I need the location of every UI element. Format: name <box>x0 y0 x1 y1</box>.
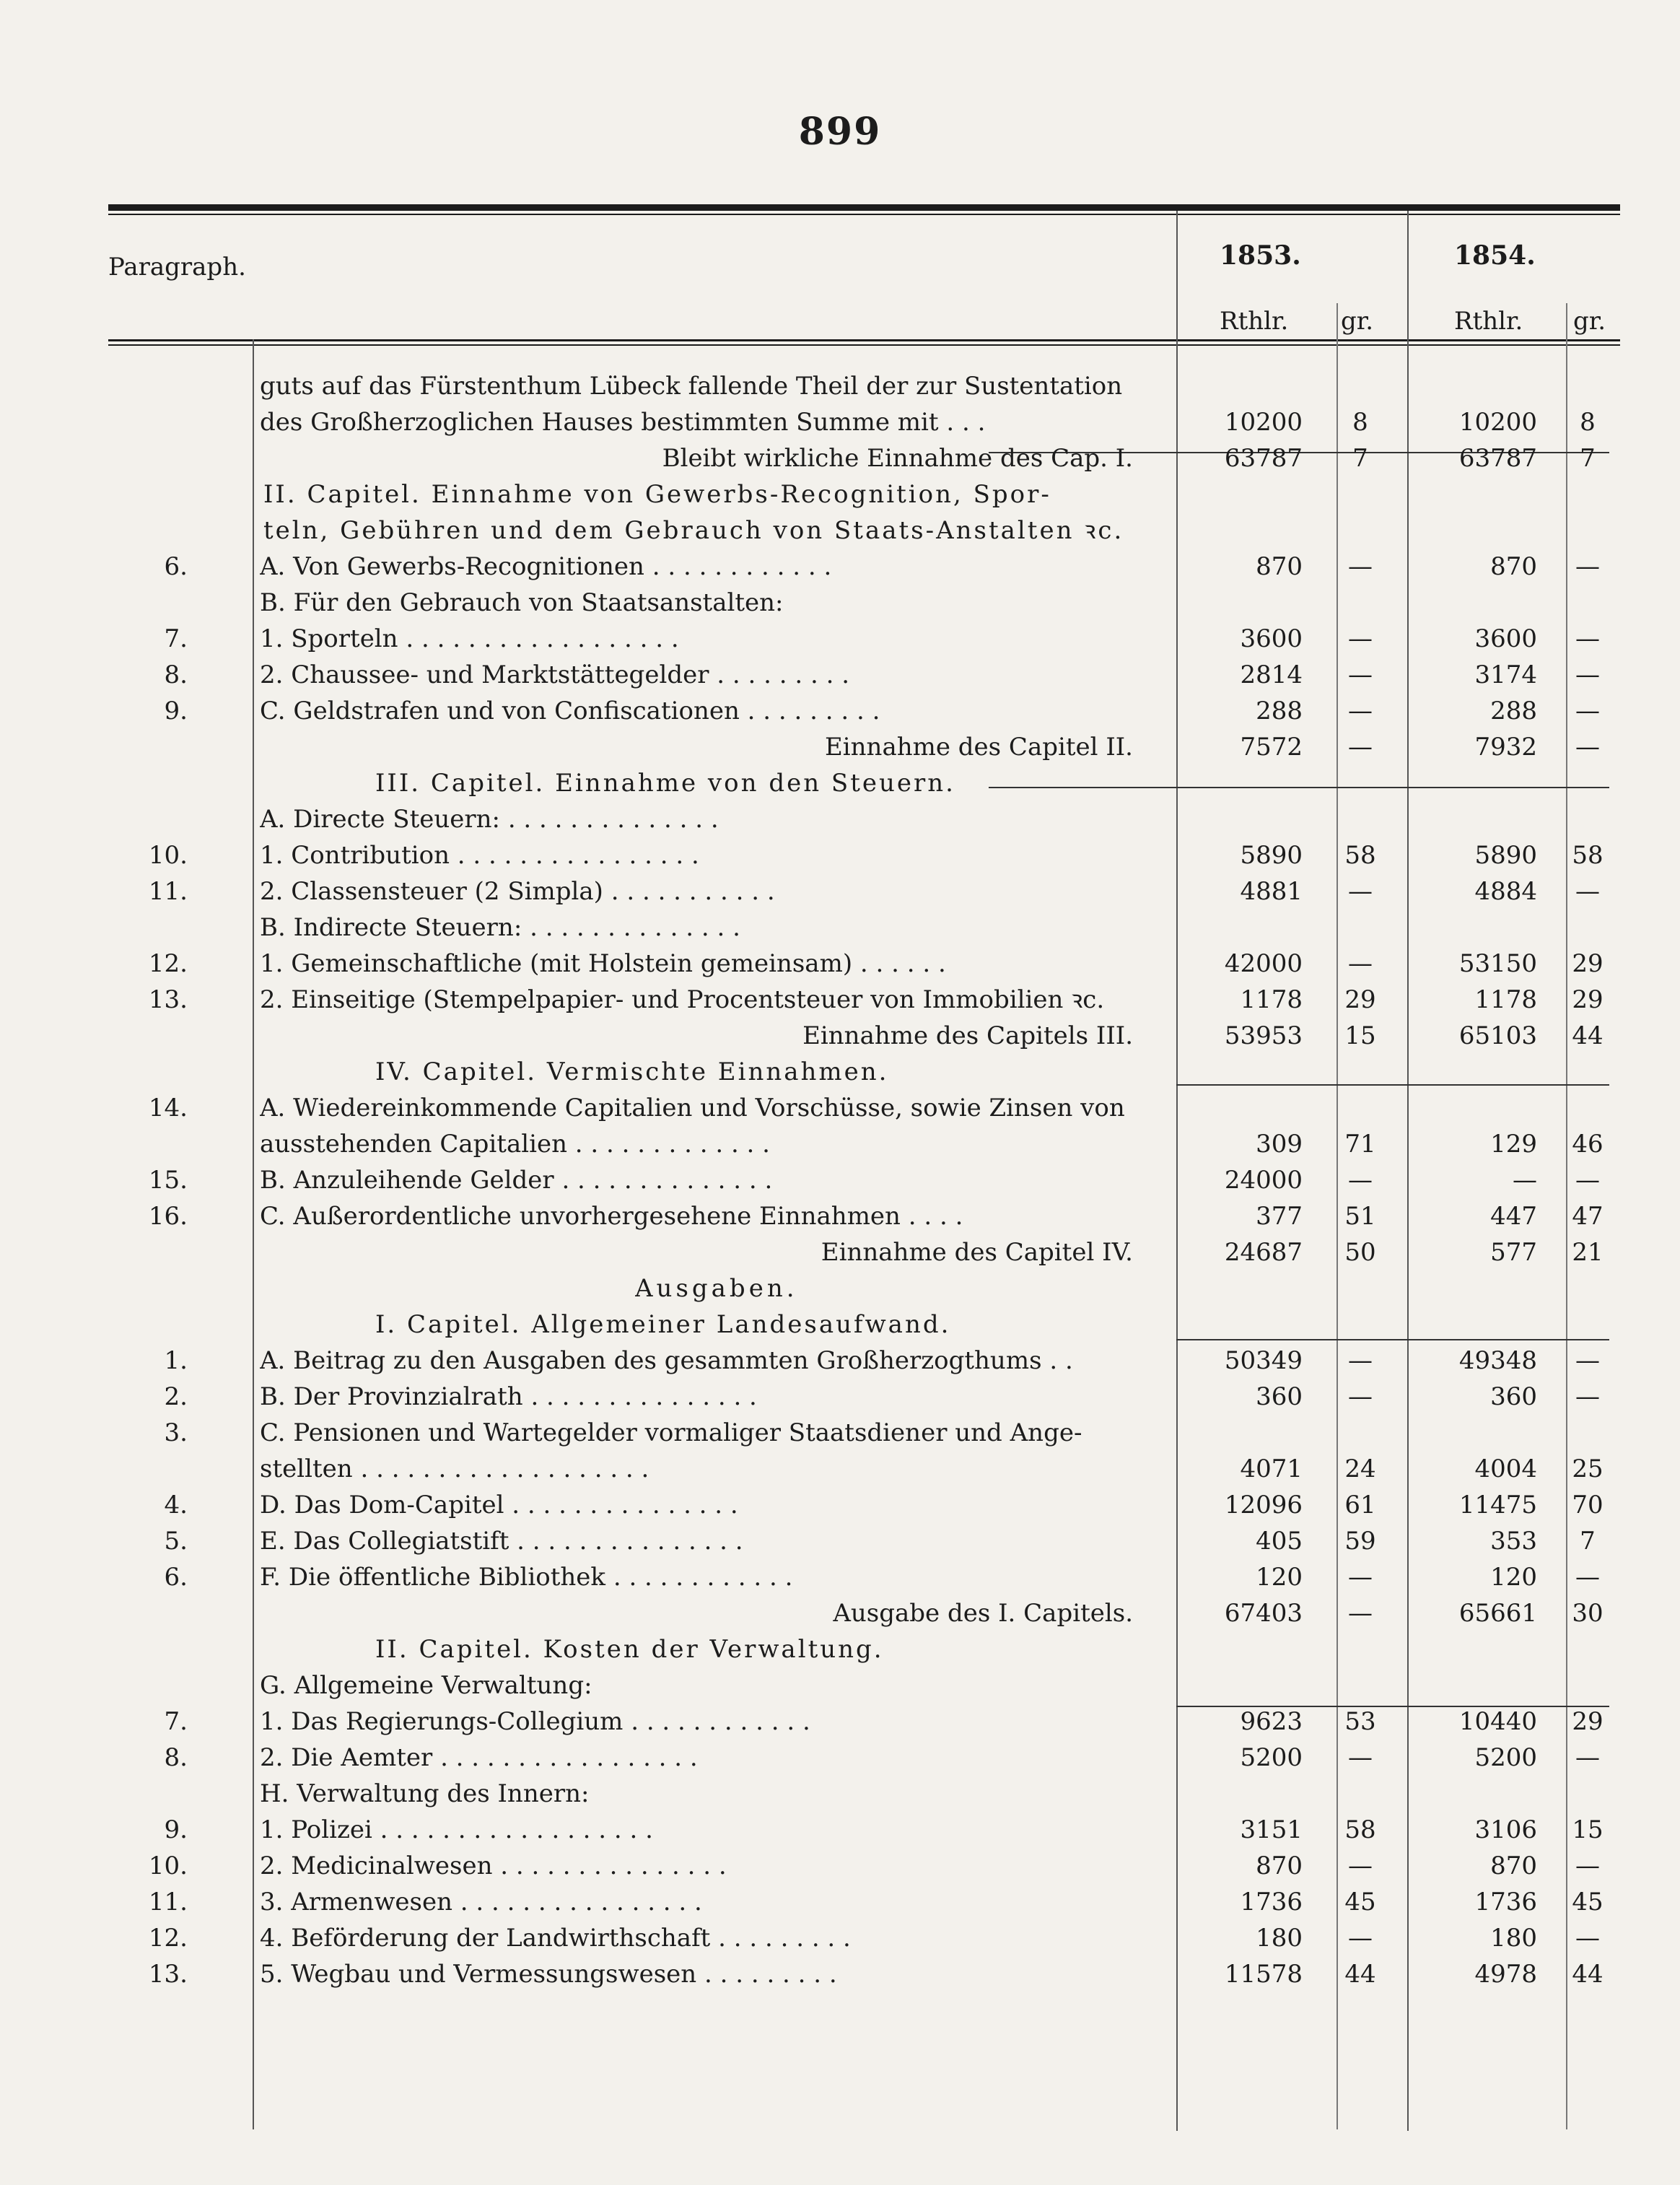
table-row <box>0 1920 1680 1956</box>
gr-1853: — <box>1348 1563 1373 1592</box>
rthlr-1854: 447 <box>1490 1202 1537 1231</box>
paragraph-number: 15. <box>148 1166 188 1195</box>
gr-1854: 46 <box>1572 1130 1604 1159</box>
row-text: C. Pensionen und Wartegelder vormaliger Staatsdiener und Ange- <box>260 1418 1082 1447</box>
table-row <box>0 1270 1680 1307</box>
rthlr-1853: 67403 <box>1224 1599 1303 1628</box>
rthlr-1853: 180 <box>1256 1924 1303 1953</box>
gr-1853: 58 <box>1344 841 1376 870</box>
rthlr-1854: 63787 <box>1458 444 1537 473</box>
gr-1853: 61 <box>1344 1491 1376 1519</box>
gr-1854: — <box>1575 877 1600 906</box>
header-top-rule <box>108 204 1620 211</box>
table-row <box>0 1812 1680 1848</box>
rthlr-1853: 1736 <box>1240 1888 1303 1916</box>
rthlr-1854: 3600 <box>1474 624 1537 653</box>
gr-1853: 58 <box>1344 1815 1376 1844</box>
table-row <box>0 910 1680 946</box>
gr-1854: 70 <box>1572 1491 1604 1519</box>
paragraph-number: 6. <box>164 1563 188 1592</box>
rthlr-1854: 4004 <box>1474 1455 1537 1483</box>
table-row <box>0 585 1680 621</box>
row-text: C. Außerordentliche unvorhergesehene Einnahmen . . . . <box>260 1202 963 1231</box>
rthlr-1854: 120 <box>1490 1563 1537 1592</box>
gr-1853: 44 <box>1344 1960 1376 1989</box>
rthlr-1854: 4884 <box>1474 877 1537 906</box>
table-row <box>0 1631 1680 1667</box>
rthlr-1853: 1178 <box>1240 985 1303 1014</box>
row-text: H. Verwaltung des Innern: <box>260 1779 590 1808</box>
gr-1854: 8 <box>1580 408 1596 437</box>
year-1853-header: 1853. <box>1220 240 1301 271</box>
rthlr-1853: 377 <box>1256 1202 1303 1231</box>
gr-1853: — <box>1348 1346 1373 1375</box>
paragraph-number: 6. <box>164 552 188 581</box>
rthlr-1853: 24687 <box>1224 1238 1303 1267</box>
row-text: A. Beitrag zu den Ausgaben des gesammten Großherzogthums . . <box>260 1346 1073 1375</box>
gr-1854: 44 <box>1572 1960 1604 1989</box>
table-row <box>0 1523 1680 1559</box>
table-row <box>0 1018 1680 1054</box>
paragraph-number: 11. <box>148 877 188 906</box>
gr-1854: 47 <box>1572 1202 1604 1231</box>
row-text: 2. Chaussee- und Marktstättegelder . . . . . . . . . <box>260 660 849 689</box>
row-text: stellten . . . . . . . . . . . . . . . . . . . <box>260 1455 649 1483</box>
rthlr-1853: 2814 <box>1240 660 1303 689</box>
rthlr-1854: 353 <box>1490 1527 1537 1556</box>
row-text: IV. Capitel. Vermischte Einnahmen. <box>375 1057 889 1086</box>
gr-1854: 44 <box>1572 1021 1604 1050</box>
rthlr-1853: 4881 <box>1240 877 1303 906</box>
table-row <box>0 1595 1680 1631</box>
table-row <box>0 1234 1680 1270</box>
rthlr-1854: 360 <box>1490 1382 1537 1411</box>
gr-1854: 29 <box>1572 985 1604 1014</box>
table-row <box>0 1704 1680 1740</box>
row-text: F. Die öffentliche Bibliothek . . . . . . . . . . . . <box>260 1563 793 1592</box>
paragraph-number: 5. <box>164 1527 188 1556</box>
row-text: 2. Medicinalwesen . . . . . . . . . . . . . . . <box>260 1852 727 1880</box>
table-row <box>0 801 1680 837</box>
row-text: D. Das Dom-Capitel . . . . . . . . . . . . . . . <box>260 1491 738 1519</box>
gr-1854: — <box>1575 660 1600 689</box>
row-text: 2. Einseitige (Stempelpapier- und Procentsteuer von Immobilien ꝛc. <box>260 985 1105 1014</box>
row-text: E. Das Collegiatstift . . . . . . . . . . . . . . . <box>260 1527 743 1556</box>
rthlr-1854: 1736 <box>1474 1888 1537 1916</box>
gr-1854: 7 <box>1580 1527 1596 1556</box>
table-row <box>0 1090 1680 1126</box>
row-text: B. Der Provinzialrath . . . . . . . . . . . . . . . <box>260 1382 757 1411</box>
row-text: 4. Beförderung der Landwirthschaft . . . . . . . . . <box>260 1924 851 1953</box>
rthlr-1853: 3151 <box>1240 1815 1303 1844</box>
row-text: 1. Gemeinschaftliche (mit Holstein gemeinsam) . . . . . . <box>260 949 946 978</box>
rthlr-1854: 7932 <box>1474 733 1537 762</box>
gr-1854: 15 <box>1572 1815 1604 1844</box>
rthlr-1854: — <box>1513 1166 1537 1195</box>
paragraph-number: 1. <box>164 1346 188 1375</box>
paragraph-number: 9. <box>164 697 188 725</box>
rthlr-1853-header: Rthlr. <box>1220 307 1289 336</box>
paragraph-number: 7. <box>164 624 188 653</box>
gr-1853: 29 <box>1344 985 1376 1014</box>
gr-1853: — <box>1348 949 1373 978</box>
table-row <box>0 1559 1680 1595</box>
rthlr-1853: 5200 <box>1240 1743 1303 1772</box>
gr-1853: — <box>1348 1599 1373 1628</box>
gr-1853: 7 <box>1352 444 1368 473</box>
rthlr-1854: 11475 <box>1458 1491 1537 1519</box>
paragraph-number: 16. <box>148 1202 188 1231</box>
rthlr-1853: 53953 <box>1224 1021 1303 1050</box>
paragraph-number: 8. <box>164 660 188 689</box>
paragraph-number: 10. <box>148 841 188 870</box>
row-text: A. Von Gewerbs-Recognitionen . . . . . . . . . . . . <box>260 552 832 581</box>
rthlr-1854: 65661 <box>1458 1599 1537 1628</box>
table-row <box>0 513 1680 549</box>
row-text: 5. Wegbau und Vermessungswesen . . . . . . . . . <box>260 1960 837 1989</box>
row-text: C. Geldstrafen und von Confiscationen . . . . . . . . . <box>260 697 880 725</box>
table-row <box>0 1776 1680 1812</box>
gr-1853: 8 <box>1352 408 1368 437</box>
paragraph-number: 12. <box>148 949 188 978</box>
rthlr-1854: 3174 <box>1474 660 1537 689</box>
row-text: 1. Polizei . . . . . . . . . . . . . . . . . . <box>260 1815 653 1844</box>
rthlr-1853: 7572 <box>1240 733 1303 762</box>
gr-1854: — <box>1575 1924 1600 1953</box>
row-text: II. Capitel. Kosten der Verwaltung. <box>375 1635 884 1664</box>
gr-1853: 51 <box>1344 1202 1376 1231</box>
gr-1853: 45 <box>1344 1888 1376 1916</box>
paragraph-number: 7. <box>164 1707 188 1736</box>
row-text: I. Capitel. Allgemeiner Landesaufwand. <box>375 1310 951 1339</box>
gr-1853: 15 <box>1344 1021 1376 1050</box>
rthlr-1854: 577 <box>1490 1238 1537 1267</box>
gr-1853: — <box>1348 552 1373 581</box>
gr-1853: — <box>1348 660 1373 689</box>
gr-1854-header: gr. <box>1573 307 1606 336</box>
gr-1853: — <box>1348 1924 1373 1953</box>
rthlr-1853: 5890 <box>1240 841 1303 870</box>
paragraph-number: 3. <box>164 1418 188 1447</box>
gr-1853: — <box>1348 624 1373 653</box>
gr-1854: 29 <box>1572 949 1604 978</box>
gr-1854: 45 <box>1572 1888 1604 1916</box>
gr-1853: — <box>1348 697 1373 725</box>
year-1854-header: 1854. <box>1454 240 1536 271</box>
table-row <box>0 1956 1680 1992</box>
table-row <box>0 837 1680 873</box>
rthlr-1853: 50349 <box>1224 1346 1303 1375</box>
gr-1854: 25 <box>1572 1455 1604 1483</box>
table-row <box>0 1379 1680 1415</box>
row-text: B. Anzuleihende Gelder . . . . . . . . . . . . . . <box>260 1166 773 1195</box>
gr-1853: — <box>1348 1166 1373 1195</box>
gr-1853: — <box>1348 1743 1373 1772</box>
row-text: Einnahme des Capitel II. <box>824 733 1133 762</box>
gr-1853: 59 <box>1344 1527 1376 1556</box>
paragraph-number: 9. <box>164 1815 188 1844</box>
paragraph-number: 11. <box>148 1888 188 1916</box>
row-text: Ausgabe des I. Capitels. <box>833 1599 1133 1628</box>
paragraph-number: 12. <box>148 1924 188 1953</box>
row-text: ausstehenden Capitalien . . . . . . . . . . . . . <box>260 1130 770 1159</box>
rthlr-1853: 360 <box>1256 1382 1303 1411</box>
gr-1854: — <box>1575 624 1600 653</box>
table-row <box>0 1126 1680 1162</box>
rthlr-1853: 63787 <box>1224 444 1303 473</box>
rthlr-1853: 405 <box>1256 1527 1303 1556</box>
rthlr-1854: 10440 <box>1458 1707 1537 1736</box>
row-text: III. Capitel. Einnahme von den Steuern. <box>375 769 955 798</box>
table-row <box>0 1343 1680 1379</box>
table-row <box>0 657 1680 693</box>
rthlr-1854: 53150 <box>1458 949 1537 978</box>
row-text: 2. Classensteuer (2 Simpla) . . . . . . . . . . . <box>260 877 775 906</box>
rthlr-1853: 42000 <box>1224 949 1303 978</box>
rthlr-1854: 65103 <box>1458 1021 1537 1050</box>
rthlr-1853: 870 <box>1256 1852 1303 1880</box>
rthlr-1854-header: Rthlr. <box>1454 307 1523 336</box>
rthlr-1854: 180 <box>1490 1924 1537 1953</box>
table-row <box>0 1415 1680 1451</box>
table-row <box>0 765 1680 801</box>
table-row <box>0 982 1680 1018</box>
paragraph-header: Paragraph. <box>108 253 246 282</box>
table-row <box>0 1054 1680 1090</box>
gr-1853: 50 <box>1344 1238 1376 1267</box>
table-row <box>0 368 1680 404</box>
rthlr-1853: 11578 <box>1224 1960 1303 1989</box>
gr-1853: — <box>1348 1382 1373 1411</box>
gr-1854: — <box>1575 1166 1600 1195</box>
gr-1854: — <box>1575 552 1600 581</box>
gr-1854: — <box>1575 1382 1600 1411</box>
paragraph-number: 13. <box>148 1960 188 1989</box>
table-row <box>0 440 1680 476</box>
row-text: A. Directe Steuern: . . . . . . . . . . . . . . <box>260 805 719 834</box>
row-text: 2. Die Aemter . . . . . . . . . . . . . . . . . <box>260 1743 698 1772</box>
rthlr-1854: 129 <box>1490 1130 1537 1159</box>
row-text: Bleibt wirkliche Einnahme des Cap. I. <box>662 444 1133 473</box>
page-number: 899 <box>798 110 882 154</box>
gr-1854: 29 <box>1572 1707 1604 1736</box>
paragraph-number: 8. <box>164 1743 188 1772</box>
rthlr-1853: 4071 <box>1240 1455 1303 1483</box>
rthlr-1853: 288 <box>1256 697 1303 725</box>
rthlr-1853: 3600 <box>1240 624 1303 653</box>
header-top-rule-thin <box>108 214 1620 215</box>
table-row <box>0 873 1680 910</box>
gr-1854: 7 <box>1580 444 1596 473</box>
rthlr-1854: 870 <box>1490 552 1537 581</box>
rthlr-1854: 288 <box>1490 697 1537 725</box>
table-row <box>0 1884 1680 1920</box>
table-row <box>0 729 1680 765</box>
gr-1854: — <box>1575 1563 1600 1592</box>
table-row <box>0 1162 1680 1198</box>
table-row <box>0 621 1680 657</box>
gr-1853: 53 <box>1344 1707 1376 1736</box>
paragraph-number: 2. <box>164 1382 188 1411</box>
row-text: teln, Gebühren und dem Gebrauch von Staats-Anstalten ꝛc. <box>263 516 1124 545</box>
row-text: B. Für den Gebrauch von Staatsanstalten: <box>260 588 784 617</box>
rthlr-1853: 309 <box>1256 1130 1303 1159</box>
paragraph-number: 10. <box>148 1852 188 1880</box>
gr-1854: 58 <box>1572 841 1604 870</box>
gr-1854: — <box>1575 1852 1600 1880</box>
row-text: G. Allgemeine Verwaltung: <box>260 1671 592 1700</box>
table-row <box>0 1307 1680 1343</box>
gr-1853: — <box>1348 733 1373 762</box>
table-row <box>0 1451 1680 1487</box>
table-row <box>0 1667 1680 1704</box>
gr-1854: 30 <box>1572 1599 1604 1628</box>
row-text: B. Indirecte Steuern: . . . . . . . . . . . . . . <box>260 913 740 942</box>
row-text: II. Capitel. Einnahme von Gewerbs-Recognition, Spor- <box>263 480 1051 509</box>
gr-1853: — <box>1348 1852 1373 1880</box>
table-row <box>0 476 1680 513</box>
row-text: 1. Das Regierungs-Collegium . . . . . . . . . . . . <box>260 1707 810 1736</box>
rthlr-1854: 4978 <box>1474 1960 1537 1989</box>
gr-1853-header: gr. <box>1341 307 1374 336</box>
table-row <box>0 404 1680 440</box>
gr-1853: — <box>1348 877 1373 906</box>
row-text: Einnahme des Capitel IV. <box>821 1238 1133 1267</box>
row-text: guts auf das Fürstenthum Lübeck fallende Theil der zur Sustentation <box>260 372 1123 401</box>
table-row <box>0 1740 1680 1776</box>
rthlr-1853: 870 <box>1256 552 1303 581</box>
table-row <box>0 549 1680 585</box>
rthlr-1853: 24000 <box>1224 1166 1303 1195</box>
table-row <box>0 693 1680 729</box>
rthlr-1854: 3106 <box>1474 1815 1537 1844</box>
header-bottom-rule <box>108 339 1620 341</box>
paragraph-number: 14. <box>148 1094 188 1122</box>
header-bottom-rule-thin <box>108 344 1620 346</box>
gr-1853: 24 <box>1344 1455 1376 1483</box>
row-text: 1. Contribution . . . . . . . . . . . . . . . . <box>260 841 699 870</box>
paragraph-number: 4. <box>164 1491 188 1519</box>
paragraph-number: 13. <box>148 985 188 1014</box>
rthlr-1854: 10200 <box>1458 408 1537 437</box>
gr-1854: — <box>1575 1346 1600 1375</box>
rthlr-1854: 5200 <box>1474 1743 1537 1772</box>
table-row <box>0 1848 1680 1884</box>
gr-1854: — <box>1575 1743 1600 1772</box>
rthlr-1853: 12096 <box>1224 1491 1303 1519</box>
gr-1854: — <box>1575 697 1600 725</box>
table-row <box>0 1487 1680 1523</box>
rthlr-1853: 10200 <box>1224 408 1303 437</box>
row-text: 1. Sporteln . . . . . . . . . . . . . . . . . . <box>260 624 679 653</box>
rthlr-1854: 1178 <box>1474 985 1537 1014</box>
rthlr-1853: 120 <box>1256 1563 1303 1592</box>
gr-1854: 21 <box>1572 1238 1604 1267</box>
rthlr-1854: 870 <box>1490 1852 1537 1880</box>
rthlr-1853: 9623 <box>1240 1707 1303 1736</box>
row-text: A. Wiedereinkommende Capitalien und Vorschüsse, sowie Zinsen von <box>260 1094 1125 1122</box>
rthlr-1854: 5890 <box>1474 841 1537 870</box>
row-text: Ausgaben. <box>635 1274 798 1303</box>
gr-1854: — <box>1575 733 1600 762</box>
row-text: des Großherzoglichen Hauses bestimmten Summe mit . . . <box>260 408 986 437</box>
table-row <box>0 1198 1680 1234</box>
table-row <box>0 946 1680 982</box>
row-text: 3. Armenwesen . . . . . . . . . . . . . . . . <box>260 1888 702 1916</box>
gr-1853: 71 <box>1344 1130 1376 1159</box>
rthlr-1854: 49348 <box>1458 1346 1537 1375</box>
row-text: Einnahme des Capitels III. <box>802 1021 1133 1050</box>
